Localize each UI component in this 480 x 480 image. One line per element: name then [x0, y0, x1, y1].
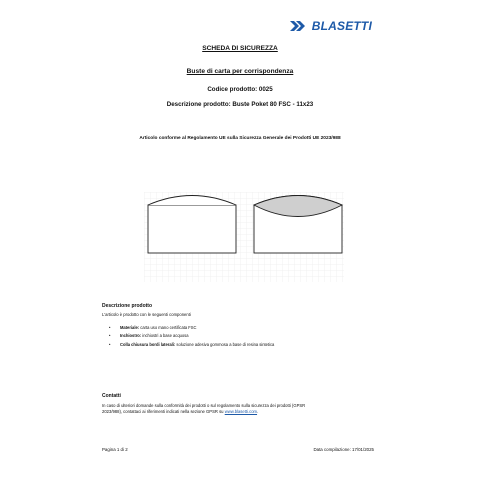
- component-value: inchiostri a base acquosa: [142, 333, 189, 339]
- list-item: [102, 324, 274, 332]
- compilation-date: Data compilazione: 17/01/2025: [313, 447, 374, 452]
- contacts-heading: Contatti: [102, 393, 121, 399]
- components-list: [102, 324, 274, 349]
- contacts-text-line2: 2023/988), contattaci ai riferimenti indicati nella sezione GPSR su: [102, 409, 224, 414]
- contacts-text-end: .: [257, 409, 259, 414]
- component-value: carta uso mano certificata FSC: [140, 325, 197, 330]
- component-label: Materiale:: [120, 325, 140, 330]
- envelope-closed: [148, 196, 236, 254]
- component-value: soluzione adesiva gommosa a base di resina sintetica: [176, 341, 275, 347]
- brand-logo: [290, 19, 372, 33]
- bullet-icon: •: [109, 333, 111, 339]
- document-subtitle: Buste di carta per corrispondenza: [186, 68, 294, 75]
- page-number: Pagina 1 di 2: [102, 447, 128, 452]
- document-title: SCHEDA DI SICUREZZA: [202, 45, 278, 52]
- bullet-icon: •: [109, 341, 111, 347]
- compliance-statement: Articolo conforme al Regolamento UE sulla Sicurezza Generale dei Prodotti UE 2023/988: [139, 136, 341, 141]
- component-label: Inchiostro:: [120, 333, 142, 339]
- product-description-intro: L'articolo è prodotto con le seguenti componenti: [102, 312, 191, 317]
- envelope-open: [254, 196, 342, 254]
- product-description-line: Descrizione prodotto: Buste Poket 80 FSC - 11x23: [166, 101, 314, 108]
- website-link[interactable]: www.blasetti.com: [224, 409, 258, 414]
- contacts-text: [102, 403, 392, 415]
- logo-chevrons-icon: [290, 21, 310, 31]
- bullet-icon: •: [109, 325, 111, 330]
- product-description-heading: Descrizione prodotto: [102, 303, 153, 309]
- logo-text: BLASETTI: [311, 19, 372, 33]
- component-label: Colla chiusura bordi laterali:: [120, 341, 176, 347]
- contacts-text-line1: In caso di ulteriori domande sulla conformità dei prodotti o sul regolamento sulla sicurezza dei prodotti (GPSR: [102, 403, 306, 408]
- list-item: [102, 341, 274, 349]
- envelope-illustration: [144, 192, 344, 282]
- product-code: Codice prodotto: 0025: [207, 86, 273, 93]
- list-item: [102, 332, 274, 340]
